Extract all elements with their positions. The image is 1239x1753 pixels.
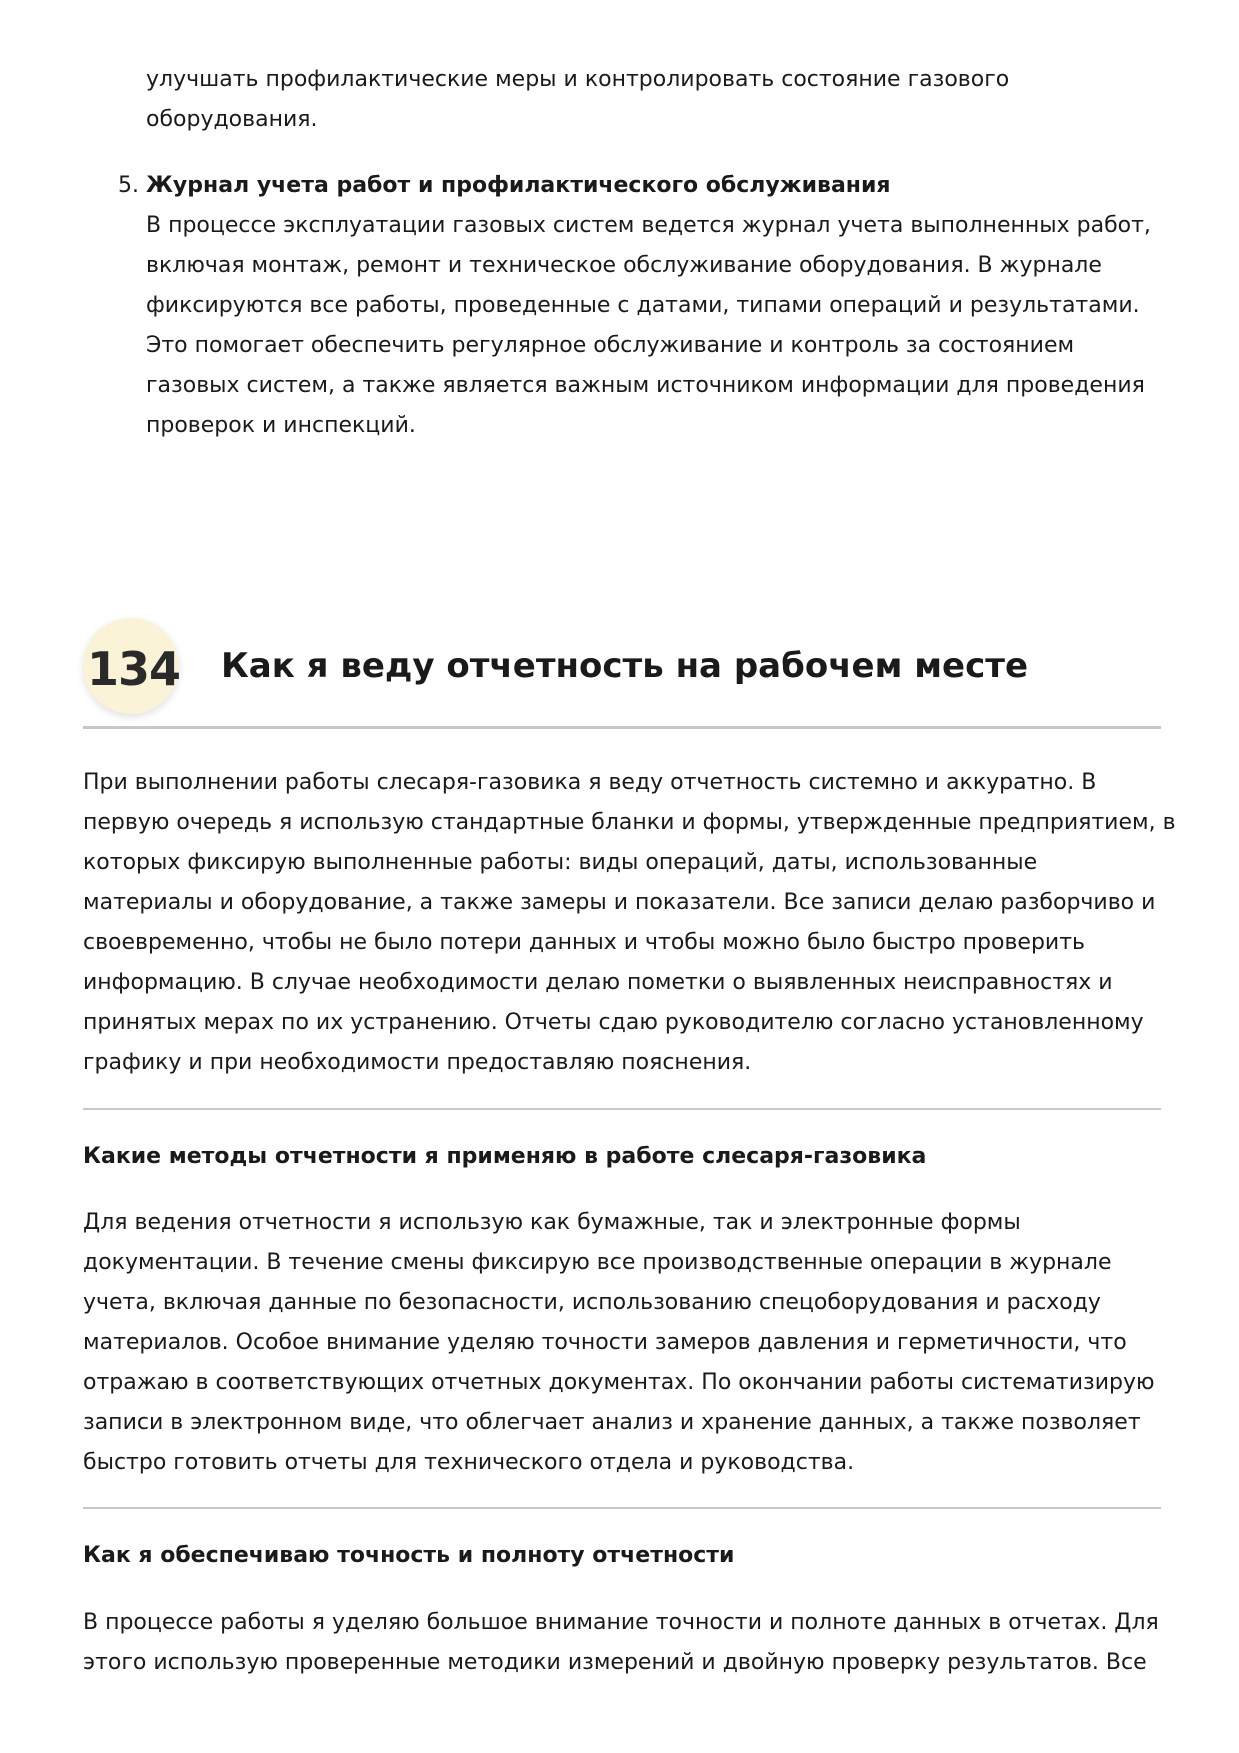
section-title: Как я обеспечиваю точность и полноту отчетности [83,1543,735,1568]
text-line: документации. В течение смены фиксирую все производственные операции в журнале [83,1250,1112,1275]
text-line: проверок и инспекций. [146,413,416,438]
section-divider [83,1108,1161,1110]
text-line: Для ведения отчетности я использую как бумажные, так и электронные формы [83,1210,1021,1235]
intro-paragraph [83,763,1176,1083]
text-line: записи в электронном виде, что облегчает анализ и хранение данных, а также позволяет [83,1410,1141,1435]
text-line: своевременно, чтобы не было потери данных и чтобы можно было быстро проверить [83,930,1086,955]
chapter-heading [83,618,1161,729]
list-item-body [146,206,1151,446]
text-line: принятых мерах по их устранению. Отчеты сдаю руководителю согласно установленному [83,1010,1144,1035]
text-line: В процессе работы я уделяю большое внимание точности и полноте данных в отчетах. Для [83,1610,1159,1635]
text-line: При выполнении работы слесаря-газовика я веду отчетность системно и аккуратно. В [83,770,1097,795]
text-line: фиксируются все работы, проведенные с датами, типами операций и результатами. [146,293,1140,318]
text-line: которых фиксирую выполненные работы: виды операций, даты, использованные [83,850,1038,875]
text-line: включая монтаж, ремонт и техническое обслуживание оборудования. В журнале [146,253,1102,278]
text-line: отражаю в соответствующих отчетных документах. По окончании работы систематизирую [83,1370,1155,1395]
section-paragraph [83,1603,1163,1683]
chapter-number: 134 [87,642,181,696]
section-divider [83,1507,1161,1509]
text-line: учета, включая данные по безопасности, использованию спецоборудования и расходу [83,1290,1101,1315]
section-title: Какие методы отчетности я применяю в работе слесаря-газовика [83,1144,927,1169]
text-line: улучшать профилактические меры и контролировать состояние газового [146,67,1010,92]
text-line: В процессе эксплуатации газовых систем ведется журнал учета выполненных работ, [146,213,1151,238]
chapter-title: Как я веду отчетность на рабочем месте [221,646,1029,686]
list-item-title: Журнал учета работ и профилактического обслуживания [146,173,891,198]
text-line: газовых систем, а также является важным источником информации для проведения [146,373,1145,398]
text-line: оборудования. [146,107,318,132]
text-line: первую очередь я использую стандартные бланки и формы, утвержденные предприятием, в [83,810,1176,835]
text-line: графику и при необходимости предоставляю пояснения. [83,1050,752,1075]
text-line: информацию. В случае необходимости делаю пометки о выявленных неисправностях и [83,970,1113,995]
section-paragraph [83,1203,1163,1483]
text-line: материалы и оборудование, а также замеры и показатели. Все записи делаю разборчиво и [83,890,1156,915]
text-line: этого использую проверенные методики измерений и двойную проверку результатов. Все [83,1650,1147,1675]
text-line: быстро готовить отчеты для технического отдела и руководства. [83,1450,855,1475]
text-line: материалов. Особое внимание уделяю точности замеров давления и герметичности, что [83,1330,1127,1355]
list-item-number: 5. [118,173,139,198]
text-line: Это помогает обеспечить регулярное обслуживание и контроль за состоянием [146,333,1075,358]
continuation-text [146,60,1146,140]
